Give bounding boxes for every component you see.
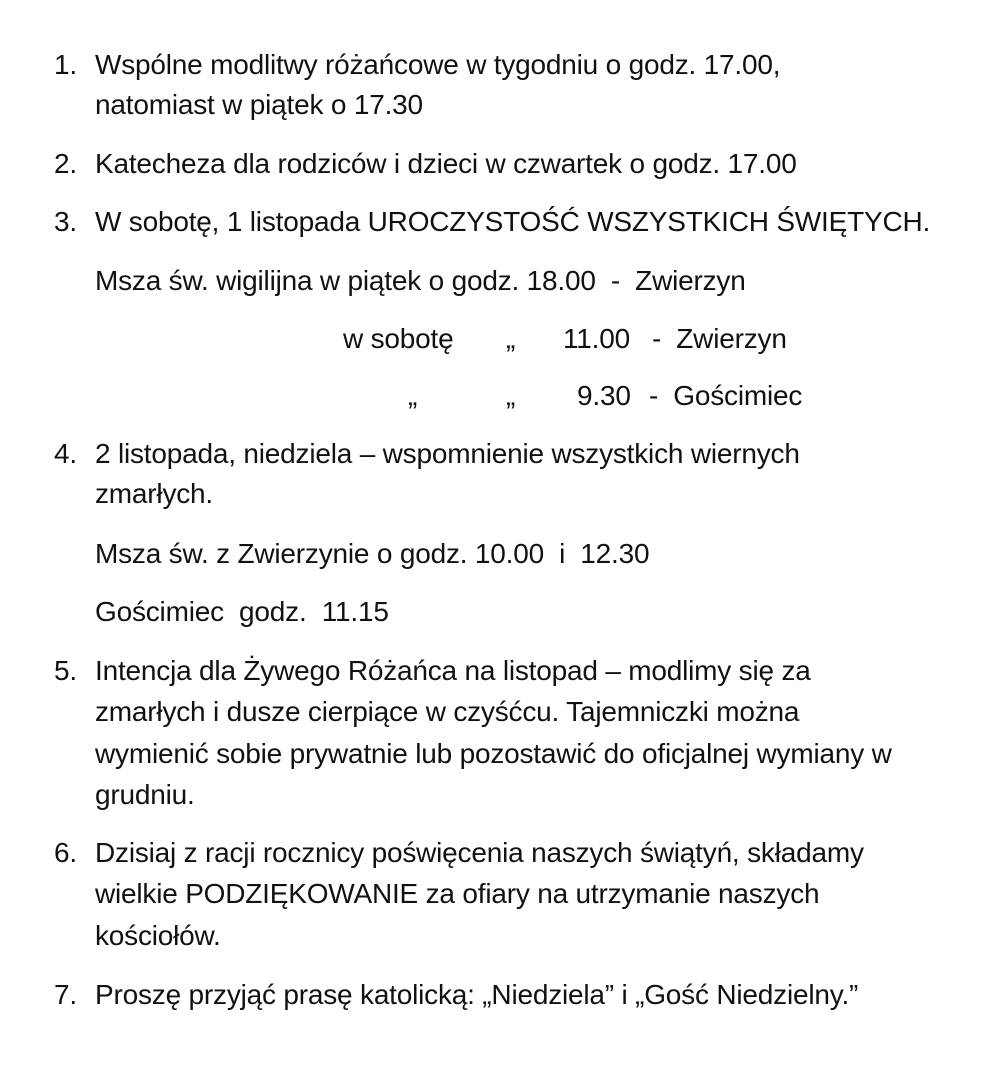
item-5-line-4: grudniu. [95,779,195,810]
item-6-line-2: wielkie PODZIĘKOWANIE za ofiary na utrzymanie naszych [95,878,820,909]
item-1-line-2: natomiast w piątek o 17.30 [95,89,423,120]
item-3-number: 3. [54,206,77,237]
item-4-line-1: 2 listopada, niedziela – wspomnienie wszystkich wiernych [95,438,800,469]
item-3-schedule-3-ditto-2: „ [506,380,516,411]
item-2-line-1: Katecheza dla rodziców i dzieci w czwartek o godz. 17.00 [95,148,797,179]
item-1-number: 1. [54,49,77,80]
item-5-line-1: Intencja dla Żywego Różańca na listopad – modlimy się za [95,655,811,686]
item-2-number: 2. [54,148,77,179]
item-3-line-1: W sobotę, 1 listopada UROCZYSTOŚĆ WSZYSTKICH ŚWIĘTYCH. [95,206,931,237]
item-1-line-1: Wspólne modlitwy różańcowe w tygodniu o godz. 17.00, [95,49,781,80]
item-6-line-1: Dzisiaj z racji rocznicy poświęcenia naszych świątyń, składamy [95,837,864,868]
item-3-schedule-1: Msza św. wigilijna w piątek o godz. 18.00 - Zwierzyn [95,265,746,296]
item-3-schedule-2-time: 11.00 [563,323,630,354]
item-3-schedule-2-place: - Zwierzyn [652,323,787,354]
item-6-line-3: kościołów. [95,920,221,951]
item-3-schedule-3-time: 9.30 [577,380,631,411]
item-7-line-1: Proszę przyjąć prasę katolicką: „Niedziela” i „Gość Niedzielny.” [95,979,859,1010]
item-5-line-2: zmarłych i dusze cierpiące w czyśćcu. Tajemniczki można [95,696,800,727]
item-4-extra-2: Gościmiec godz. 11.15 [95,596,389,627]
item-3-schedule-3-ditto-1: „ [408,380,418,411]
item-3-schedule-3-place: - Gościmiec [649,380,803,411]
item-3-schedule-2-day: w sobotę [343,323,454,354]
item-4-number: 4. [54,438,77,469]
item-4-line-2: zmarłych. [95,478,213,509]
item-4-extra-1: Msza św. z Zwierzynie o godz. 10.00 i 12.30 [95,538,650,569]
item-7-number: 7. [54,979,77,1010]
item-3-schedule-2-ditto: „ [506,323,516,354]
item-6-number: 6. [54,837,77,868]
item-5-number: 5. [54,655,77,686]
item-5-line-3: wymienić sobie prywatnie lub pozostawić do oficjalnej wymiany w [95,738,892,769]
